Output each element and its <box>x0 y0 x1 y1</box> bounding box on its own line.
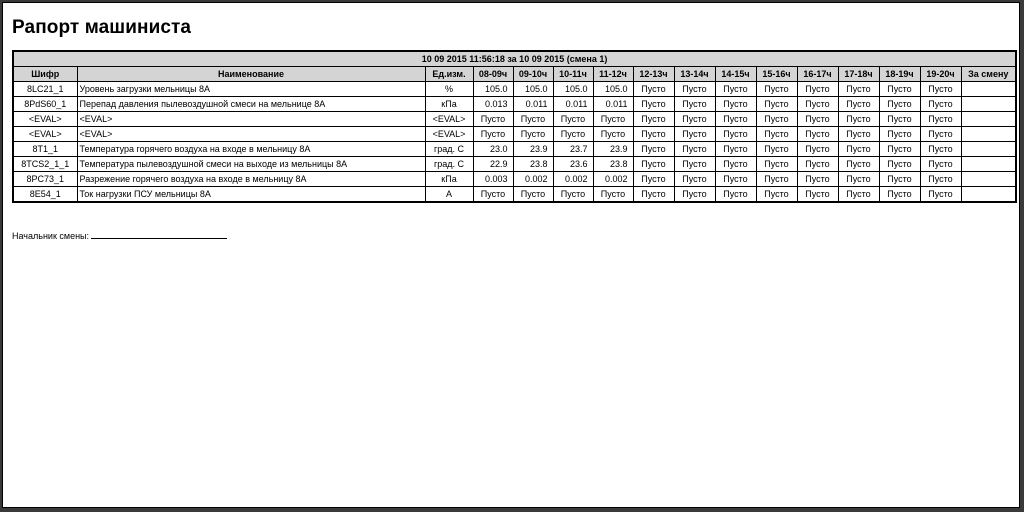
value-cell: Пусто <box>920 82 961 97</box>
shift-total-cell <box>961 172 1016 187</box>
value-cell: Пусто <box>633 172 674 187</box>
unit-cell: <EVAL> <box>425 112 473 127</box>
value-cell: Пусто <box>920 142 961 157</box>
column-header: 14-15ч <box>715 67 756 82</box>
value-cell: Пусто <box>756 187 797 203</box>
unit-cell: кПа <box>425 97 473 112</box>
value-cell: Пусто <box>674 112 715 127</box>
value-cell: Пусто <box>879 142 920 157</box>
column-header: Шифр <box>13 67 77 82</box>
value-cell: Пусто <box>756 142 797 157</box>
value-cell: 105.0 <box>513 82 553 97</box>
table-row <box>13 127 1016 142</box>
signature-line <box>91 229 227 239</box>
value-cell: Пусто <box>674 142 715 157</box>
value-cell: 0.002 <box>513 172 553 187</box>
name-cell: Уровень загрузки мельницы 8А <box>77 82 425 97</box>
value-cell: Пусто <box>756 82 797 97</box>
table-row <box>13 112 1016 127</box>
value-cell: Пусто <box>633 142 674 157</box>
value-cell: Пусто <box>838 157 879 172</box>
value-cell: 23.7 <box>553 142 593 157</box>
value-cell: 0.002 <box>593 172 633 187</box>
value-cell: Пусто <box>674 127 715 142</box>
name-cell: Ток нагрузки ПСУ мельницы 8А <box>77 187 425 203</box>
name-cell: Перепад давления пылевоздушной смеси на мельнице 8А <box>77 97 425 112</box>
value-cell: Пусто <box>797 172 838 187</box>
value-cell: Пусто <box>715 172 756 187</box>
value-cell: Пусто <box>513 112 553 127</box>
column-header-row <box>13 67 1016 82</box>
value-cell: Пусто <box>674 82 715 97</box>
unit-cell: <EVAL> <box>425 127 473 142</box>
code-cell: <EVAL> <box>13 112 77 127</box>
value-cell: Пусто <box>715 97 756 112</box>
value-cell: Пусто <box>756 97 797 112</box>
unit-cell: кПа <box>425 172 473 187</box>
code-cell: 8PC73_1 <box>13 172 77 187</box>
code-cell: 8PdS60_1 <box>13 97 77 112</box>
value-cell: Пусто <box>715 187 756 203</box>
table-row <box>13 142 1016 157</box>
value-cell: 0.013 <box>473 97 513 112</box>
value-cell: Пусто <box>797 127 838 142</box>
value-cell: Пусто <box>593 187 633 203</box>
value-cell: Пусто <box>674 157 715 172</box>
column-header: 09-10ч <box>513 67 553 82</box>
table-row <box>13 172 1016 187</box>
value-cell: Пусто <box>674 187 715 203</box>
value-cell: 23.0 <box>473 142 513 157</box>
name-cell: Разрежение горячего воздуха на входе в мельницу 8А <box>77 172 425 187</box>
column-header: 11-12ч <box>593 67 633 82</box>
name-cell: Температура горячего воздуха на входе в мельницу 8А <box>77 142 425 157</box>
shift-total-cell <box>961 187 1016 203</box>
value-cell: Пусто <box>593 112 633 127</box>
value-cell: Пусто <box>797 82 838 97</box>
unit-cell: А <box>425 187 473 203</box>
value-cell: Пусто <box>838 187 879 203</box>
value-cell: Пусто <box>633 187 674 203</box>
value-cell: 0.002 <box>553 172 593 187</box>
value-cell: Пусто <box>674 97 715 112</box>
value-cell: Пусто <box>838 82 879 97</box>
value-cell: 105.0 <box>593 82 633 97</box>
name-cell: <EVAL> <box>77 127 425 142</box>
value-cell: Пусто <box>920 187 961 203</box>
column-header: 19-20ч <box>920 67 961 82</box>
value-cell: Пусто <box>756 127 797 142</box>
value-cell: Пусто <box>674 172 715 187</box>
table-row <box>13 97 1016 112</box>
value-cell: Пусто <box>633 112 674 127</box>
value-cell: Пусто <box>879 127 920 142</box>
table-row <box>13 82 1016 97</box>
value-cell: Пусто <box>633 97 674 112</box>
shift-total-cell <box>961 127 1016 142</box>
value-cell: 0.011 <box>593 97 633 112</box>
value-cell: Пусто <box>756 112 797 127</box>
value-cell: Пусто <box>838 112 879 127</box>
value-cell: Пусто <box>920 112 961 127</box>
column-header: 18-19ч <box>879 67 920 82</box>
value-cell: Пусто <box>838 142 879 157</box>
value-cell: Пусто <box>473 127 513 142</box>
value-cell: Пусто <box>593 127 633 142</box>
report-table <box>12 50 1017 203</box>
value-cell: Пусто <box>920 157 961 172</box>
code-cell: 8TCS2_1_1 <box>13 157 77 172</box>
column-header: 15-16ч <box>756 67 797 82</box>
code-cell: 8T1_1 <box>13 142 77 157</box>
value-cell: Пусто <box>715 157 756 172</box>
value-cell: 0.011 <box>513 97 553 112</box>
column-header: Ед.изм. <box>425 67 473 82</box>
code-cell: 8E54_1 <box>13 187 77 203</box>
value-cell: Пусто <box>633 127 674 142</box>
column-header: 13-14ч <box>674 67 715 82</box>
period-header: 10 09 2015 11:56:18 за 10 09 2015 (смена 1) <box>13 51 1016 67</box>
value-cell: Пусто <box>553 127 593 142</box>
table-row <box>13 187 1016 203</box>
table-body <box>13 82 1016 203</box>
column-header: 10-11ч <box>553 67 593 82</box>
code-cell: <EVAL> <box>13 127 77 142</box>
value-cell: 23.9 <box>513 142 553 157</box>
value-cell: Пусто <box>838 172 879 187</box>
value-cell: Пусто <box>920 172 961 187</box>
shift-total-cell <box>961 112 1016 127</box>
shift-total-cell <box>961 157 1016 172</box>
unit-cell: град. С <box>425 157 473 172</box>
value-cell: Пусто <box>797 97 838 112</box>
value-cell: Пусто <box>715 127 756 142</box>
shift-total-cell <box>961 82 1016 97</box>
value-cell: 23.8 <box>513 157 553 172</box>
value-cell: 23.8 <box>593 157 633 172</box>
value-cell: Пусто <box>797 112 838 127</box>
value-cell: Пусто <box>553 187 593 203</box>
value-cell: Пусто <box>879 172 920 187</box>
page-title: Рапорт машиниста <box>12 17 192 38</box>
shift-total-cell <box>961 142 1016 157</box>
value-cell: Пусто <box>879 82 920 97</box>
signature-block <box>12 229 227 241</box>
value-cell: Пусто <box>797 187 838 203</box>
value-cell: 0.011 <box>553 97 593 112</box>
value-cell: Пусто <box>473 112 513 127</box>
value-cell: Пусто <box>797 157 838 172</box>
value-cell: Пусто <box>879 97 920 112</box>
unit-cell: град. С <box>425 142 473 157</box>
value-cell: Пусто <box>879 157 920 172</box>
value-cell: Пусто <box>715 142 756 157</box>
value-cell: Пусто <box>633 157 674 172</box>
column-header: 16-17ч <box>797 67 838 82</box>
value-cell: Пусто <box>715 112 756 127</box>
value-cell: Пусто <box>756 172 797 187</box>
value-cell: 22.9 <box>473 157 513 172</box>
value-cell: 23.6 <box>553 157 593 172</box>
value-cell: 0.003 <box>473 172 513 187</box>
report-page <box>2 2 1020 508</box>
column-header: 08-09ч <box>473 67 513 82</box>
value-cell: 105.0 <box>553 82 593 97</box>
code-cell: 8LC21_1 <box>13 82 77 97</box>
value-cell: Пусто <box>797 142 838 157</box>
column-header: 17-18ч <box>838 67 879 82</box>
unit-cell: % <box>425 82 473 97</box>
period-row <box>13 51 1016 67</box>
value-cell: Пусто <box>473 187 513 203</box>
value-cell: Пусто <box>838 127 879 142</box>
value-cell: Пусто <box>633 82 674 97</box>
column-header: 12-13ч <box>633 67 674 82</box>
column-header: За смену <box>961 67 1016 82</box>
value-cell: Пусто <box>920 97 961 112</box>
value-cell: Пусто <box>838 97 879 112</box>
value-cell: Пусто <box>553 112 593 127</box>
name-cell: Температура пылевоздушной смеси на выходе из мельницы 8А <box>77 157 425 172</box>
value-cell: Пусто <box>756 157 797 172</box>
name-cell: <EVAL> <box>77 112 425 127</box>
column-header: Наименование <box>77 67 425 82</box>
value-cell: 23.9 <box>593 142 633 157</box>
value-cell: Пусто <box>513 187 553 203</box>
table-row <box>13 157 1016 172</box>
value-cell: Пусто <box>513 127 553 142</box>
value-cell: Пусто <box>715 82 756 97</box>
value-cell: Пусто <box>879 112 920 127</box>
value-cell: Пусто <box>920 127 961 142</box>
signature-label: Начальник смены: <box>12 231 90 241</box>
value-cell: 105.0 <box>473 82 513 97</box>
shift-total-cell <box>961 97 1016 112</box>
value-cell: Пусто <box>879 187 920 203</box>
